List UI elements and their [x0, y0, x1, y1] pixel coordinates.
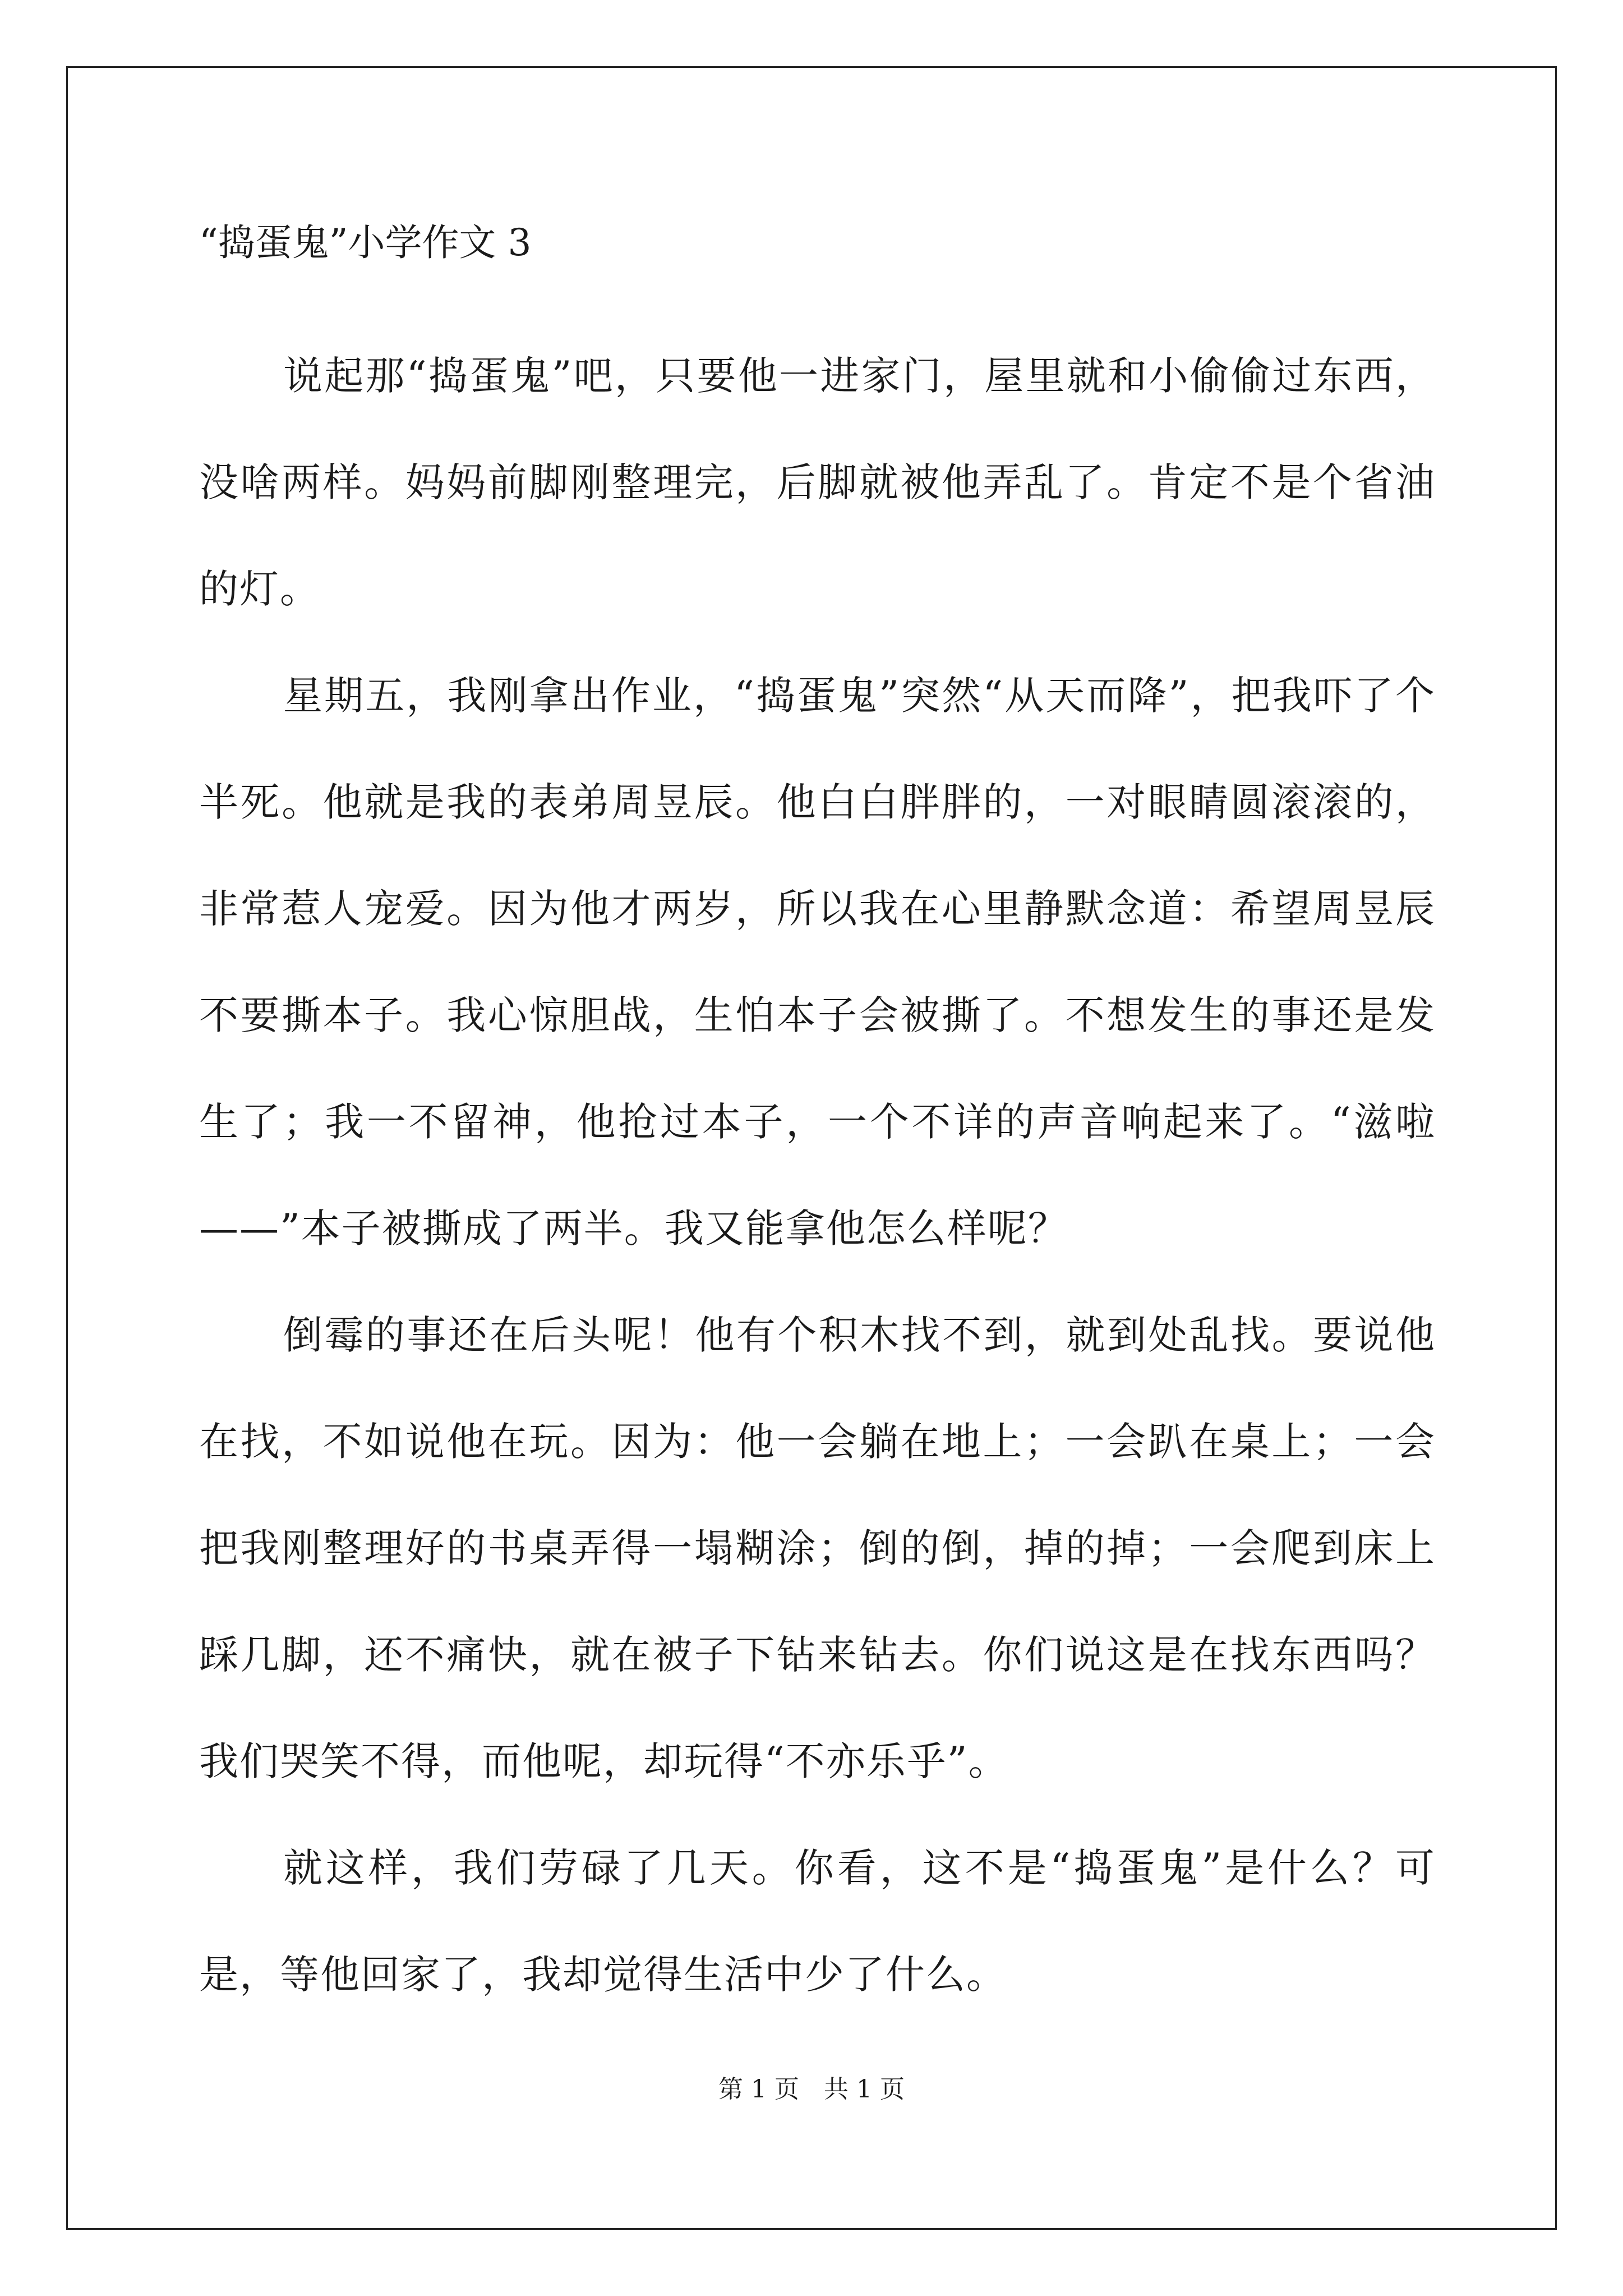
page-footer: 第 1 页 共 1 页: [718, 2075, 905, 2104]
paragraph-1: 说起那“捣蛋鬼”吧，只要他一进家门，屋里就和小偷偷过东西，没啥两样。妈妈前脚刚整理完，后脚就被他弄乱了。肯定不是个省油的灯。: [199, 353, 1436, 612]
paragraph-3: 倒霉的事还在后头呢！他有个积木找不到，就到处乱找。要说他在找，不如说他在玩。因为：他一会躺在地上；一会趴在桌上；一会把我刚整理好的书桌弄得一塌糊涂；倒的倒，掉的掉；一会爬到床上踩几脚，还不痛快，就在被子下钻来钻去。你们说这是在找东西吗？我们哭笑不得，而他呢，却玩得“不亦乐乎”。: [199, 1312, 1436, 1784]
paragraph-4: 就这样，我们劳碌了几天。你看，这不是“捣蛋鬼”是什么？可是，等他回家了，我却觉得生活中少了什么。: [199, 1845, 1436, 1998]
document-body: [199, 216, 1436, 2028]
document-title: “捣蛋鬼”小学作文 3: [199, 221, 532, 264]
paragraph-2: 星期五，我刚拿出作业，“捣蛋鬼”突然“从天而降”，把我吓了个半死。他就是我的表弟周昱辰。他白白胖胖的，一对眼睛圆滚滚的，非常惹人宠爱。因为他才两岁，所以我在心里静默念道：希望周昱辰不要撕本子。我心惊胆战，生怕本子会被撕了。不想发生的事还是发生了；我一不留神，他抢过本子，一个不详的声音响起来了。“滋啦——”本子被撕成了两半。我又能拿他怎么样呢？: [199, 673, 1436, 1251]
